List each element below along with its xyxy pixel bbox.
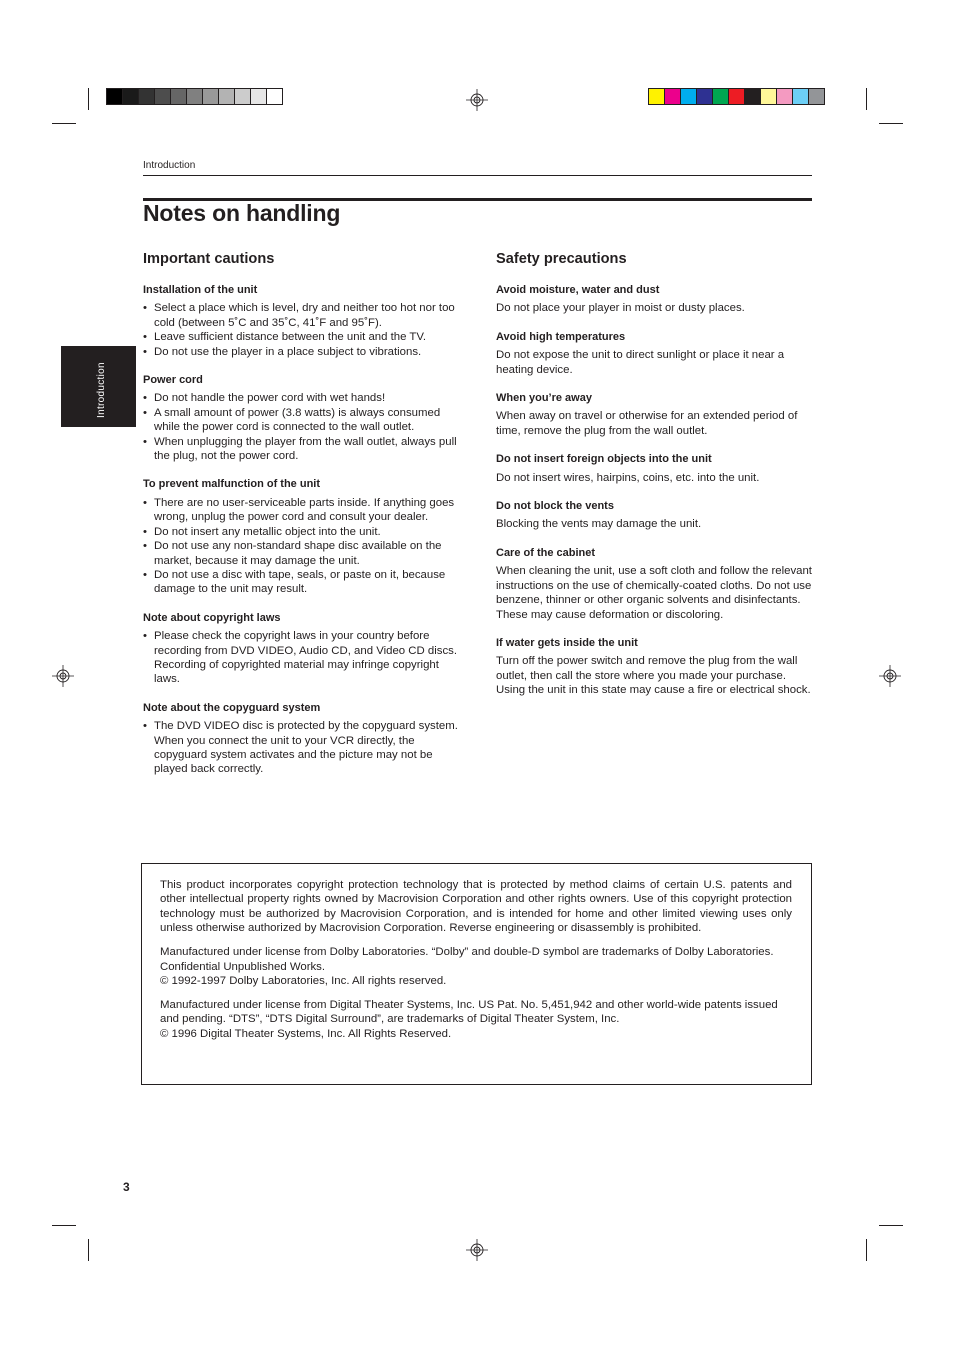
bullet-list [143,391,463,463]
crop-mark [88,88,89,110]
safety-precautions-column [496,251,814,712]
bullet-item: • The DVD VIDEO disc is protected by the copyguard system. When you connect the unit to your VCR directly, the copyguard system activates and the picture may not be played back correctly. [143,719,463,777]
subsection-heading: Do not block the vents [496,500,614,513]
calibration-swatch [250,88,267,105]
dolby-confidential-text: Confidential Unpublished Works. [160,960,326,973]
bullet-item: • Do not use any non-standard shape disc available on the market, because it may damage the unit. [143,539,463,568]
licensing-notice-box [141,863,812,1085]
bullet-item: • Leave sufficient distance between the unit and the TV. [143,330,463,344]
subsection-text: Do not expose the unit to direct sunlight or place it near a heating device. [496,349,785,376]
crop-mark [52,1225,76,1226]
bullet-item: • When unplugging the player from the wall outlet, always pull the plug, not the power cord. [143,435,463,464]
color-calibration-bar [648,88,825,105]
bullet-item: • A small amount of power (3.8 watts) is always consumed while the power cord is connected to the wall outlet. [143,406,463,435]
calibration-swatch [218,88,235,105]
page-number: 3 [123,1180,130,1194]
calibration-swatch [664,88,681,105]
calibration-swatch [728,88,745,105]
calibration-swatch [680,88,697,105]
bullet-item: • Do not use the player in a place subject to vibrations. [143,345,463,359]
calibration-swatch [202,88,219,105]
grayscale-calibration-bar [106,88,283,105]
calibration-swatch [696,88,713,105]
subsection-heading: Note about the copyguard system [143,701,321,714]
calibration-swatch [106,88,123,105]
bullet-item: • Select a place which is level, dry and neither too hot nor too cold (between 5˚C and 35˚C, 41˚F and 95˚F). [143,301,463,330]
subsection-heading: Avoid moisture, water and dust [496,284,660,296]
registration-mark-icon [466,1239,488,1261]
calibration-swatch [808,88,825,105]
bullet-item: • Do not use a disc with tape, seals, or paste on it, because damage to the unit may result. [143,568,463,597]
subsection-heading: If water gets inside the unit [496,636,638,649]
calibration-swatch [648,88,665,105]
calibration-swatch [170,88,187,105]
bullet-item: • Do not handle the power cord with wet hands! [143,391,463,405]
calibration-swatch [234,88,251,105]
calibration-swatch [792,88,809,105]
side-tab [61,346,136,427]
registration-mark-icon [879,665,901,687]
dts-notice [160,998,792,1041]
crop-mark [88,1239,89,1261]
crop-mark [52,123,76,124]
calibration-swatch [186,88,203,105]
dts-license-text: Manufactured under license from Digital Theater Systems, Inc. US Pat. No. 5,451,942 and other world-wide patents issued and pending. “DTS”, “DTS Digital Surround”, are trademarks of Digital Theater System, Inc. [160,999,778,1026]
calibration-swatch [776,88,793,105]
column-heading: Important cautions [143,251,275,267]
dolby-notice [160,945,792,988]
crop-mark [866,1239,867,1261]
page-title: Notes on handling [143,200,341,226]
registration-mark-icon [466,89,488,111]
subsection-heading: Installation of the unit [143,284,258,296]
registration-mark-icon [52,665,74,687]
bullet-item: • Please check the copyright laws in your country before recording from DVD VIDEO, Audio CD, and Video CD discs. Recording of copyrighted material may infringe copyright laws. [143,629,463,687]
subsection-heading: Care of the cabinet [496,546,596,559]
calibration-swatch [154,88,171,105]
bullet-list [143,719,463,777]
subsection-text: Turn off the power switch and remove the plug from the wall outlet, then call the store where you made your purchase. Using the unit in this state may cause a fire or electrical shock. [496,655,811,697]
subsection-text: When cleaning the unit, use a soft cloth and follow the relevant instructions on the use of chemically-coated cloths. Do not use benzene, thinner or other organic solvents and disinfectants. These may cause deformation or discoloring. [496,565,812,621]
crop-mark [879,123,903,124]
calibration-swatch [760,88,777,105]
subsection-heading: To prevent malfunction of the unit [143,478,321,491]
subsection-text: When away on travel or otherwise for an extended period of time, remove the plug from the wall outlet. [496,410,798,437]
bullet-list [143,301,463,359]
crop-mark [879,1225,903,1226]
calibration-swatch [122,88,139,105]
bullet-item: • There are no user-serviceable parts inside. If anything goes wrong, unplug the power cord and consult your dealer. [143,496,463,525]
subsection-text: Blocking the vents may damage the unit. [496,518,702,531]
subsection-heading: Note about copyright laws [143,611,281,624]
bullet-item: • Do not insert any metallic object into the unit. [143,525,463,539]
calibration-swatch [712,88,729,105]
header-divider [143,175,812,176]
macrovision-notice: This product incorporates copyright protection technology that is protected by method claims of certain U.S. patents and other intellectual property rights owned by Macrovision Corporation and other rights owners. Use of this copyright protection technology must be authorized by Macrovision Corporation, and is intended for home and other limited viewing uses only unless otherwise authorized by Macrovision Corporation. Reverse engineering or disassembly is prohibited. [160,879,792,935]
important-cautions-column [143,251,463,791]
calibration-swatch [744,88,761,105]
calibration-swatch [138,88,155,105]
subsection-heading: When you’re away [496,392,592,405]
subsection-heading: Do not insert foreign objects into the unit [496,453,712,466]
subsection-heading: Power cord [143,374,203,387]
crop-mark [866,88,867,110]
bullet-list [143,496,463,597]
subsection-text: Do not place your player in moist or dusty places. [496,302,745,315]
dts-copyright-text: © 1996 Digital Theater Systems, Inc. All Rights Reserved. [160,1027,452,1040]
calibration-swatch [266,88,283,105]
section-label: Introduction [143,160,196,171]
side-tab-label: Introduction [96,362,107,418]
column-heading: Safety precautions [496,251,627,267]
subsection-text: Do not insert wires, hairpins, coins, etc. into the unit. [496,471,760,484]
subsection-heading: Avoid high temperatures [496,330,626,343]
bullet-list [143,629,463,687]
dolby-copyright-text: © 1992-1997 Dolby Laboratories, Inc. All rights reserved. [160,975,447,988]
dolby-license-text: Manufactured under license from Dolby Laboratories. “Dolby” and double-D symbol are trademarks of Dolby Laboratories. [160,946,774,959]
